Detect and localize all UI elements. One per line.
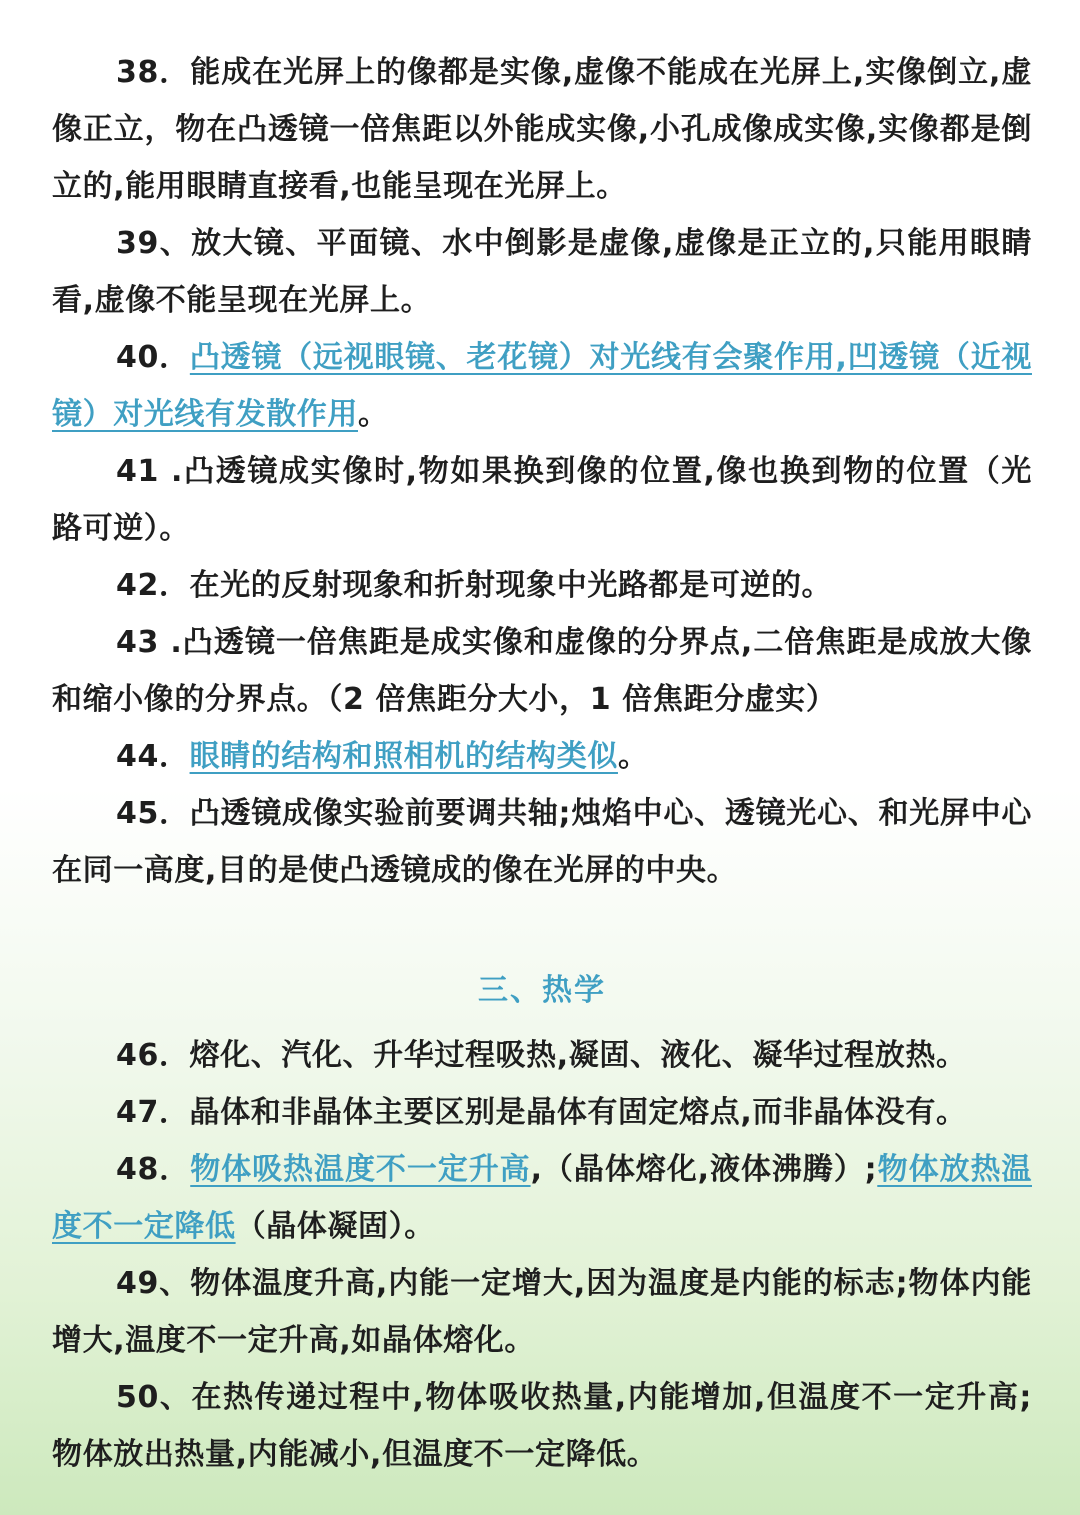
point-text: 39、放大镜、平面镜、水中倒影是虚像,虚像是正立的,只能用眼睛看,虚像不能呈现在光屏上。 <box>52 226 1032 318</box>
highlighted-phrase: 眼睛的结构和照相机的结构类似 <box>189 739 618 774</box>
point-40 <box>52 329 1032 443</box>
point-48 <box>52 1141 1032 1255</box>
point-44 <box>52 728 1032 785</box>
highlighted-phrase: 凸透镜（远视眼镜、老花镜）对光线有会聚作用,凹透镜（近视镜）对光线有发散作用 <box>52 340 1032 432</box>
point-text: 49、物体温度升高,内能一定增大,因为温度是内能的标志;物体内能增大,温度不一定升高,如晶体熔化。 <box>52 1266 1032 1358</box>
point-49 <box>52 1255 1032 1369</box>
section-title: 三、热学 <box>478 973 606 1008</box>
point-47 <box>52 1084 1032 1141</box>
point-text: 43 .凸透镜一倍焦距是成实像和虚像的分界点,二倍焦距是成放大像和缩小像的分界点。（2 倍焦距分大小，1 倍焦距分虚实） <box>52 625 1032 717</box>
highlighted-phrase: 物体放热温度不一定降低 <box>52 1152 1032 1244</box>
point-45 <box>52 785 1032 899</box>
thermal-points-list <box>52 1027 1032 1483</box>
point-39 <box>52 215 1032 329</box>
point-41 <box>52 443 1032 557</box>
point-50 <box>52 1369 1032 1483</box>
point-text: 38．能成在光屏上的像都是实像,虚像不能成在光屏上,实像倒立,虚像正立，物在凸透镜一倍焦距以外能成实像,小孔成像成实像,实像都是倒立的,能用眼睛直接看,也能呈现在光屏上。 <box>52 55 1032 204</box>
point-42 <box>52 557 1032 614</box>
point-text: 44． <box>116 739 190 774</box>
point-text: 。 <box>358 397 389 432</box>
highlighted-phrase: 物体吸热温度不一定升高 <box>190 1152 531 1187</box>
point-text: 50、在热传递过程中,物体吸收热量,内能增加,但温度不一定升高;物体放出热量,内能减小,但温度不一定降低。 <box>52 1380 1032 1472</box>
point-text: （晶体凝固）。 <box>235 1209 435 1244</box>
optics-points-list <box>52 44 1032 899</box>
point-text: 。 <box>617 739 649 774</box>
point-text: 45．凸透镜成像实验前要调共轴;烛焰中心、透镜光心、和光屏中心在同一高度,目的是使凸透镜成的像在光屏的中央。 <box>52 796 1032 888</box>
point-46 <box>52 1027 1032 1084</box>
point-43 <box>52 614 1032 728</box>
point-text: 40． <box>116 340 190 375</box>
point-text: 48． <box>116 1152 191 1187</box>
point-38 <box>52 44 1032 215</box>
point-text: 46．熔化、汽化、升华过程吸热,凝固、液化、凝华过程放热。 <box>116 1038 967 1073</box>
point-text: 42．在光的反射现象和折射现象中光路都是可逆的。 <box>116 568 833 603</box>
point-text: ,（晶体熔化,液体沸腾）; <box>530 1152 878 1187</box>
point-text: 41 .凸透镜成实像时,物如果换到像的位置,像也换到物的位置（光路可逆）。 <box>52 454 1032 546</box>
point-text: 47．晶体和非晶体主要区别是晶体有固定熔点,而非晶体没有。 <box>116 1095 967 1130</box>
